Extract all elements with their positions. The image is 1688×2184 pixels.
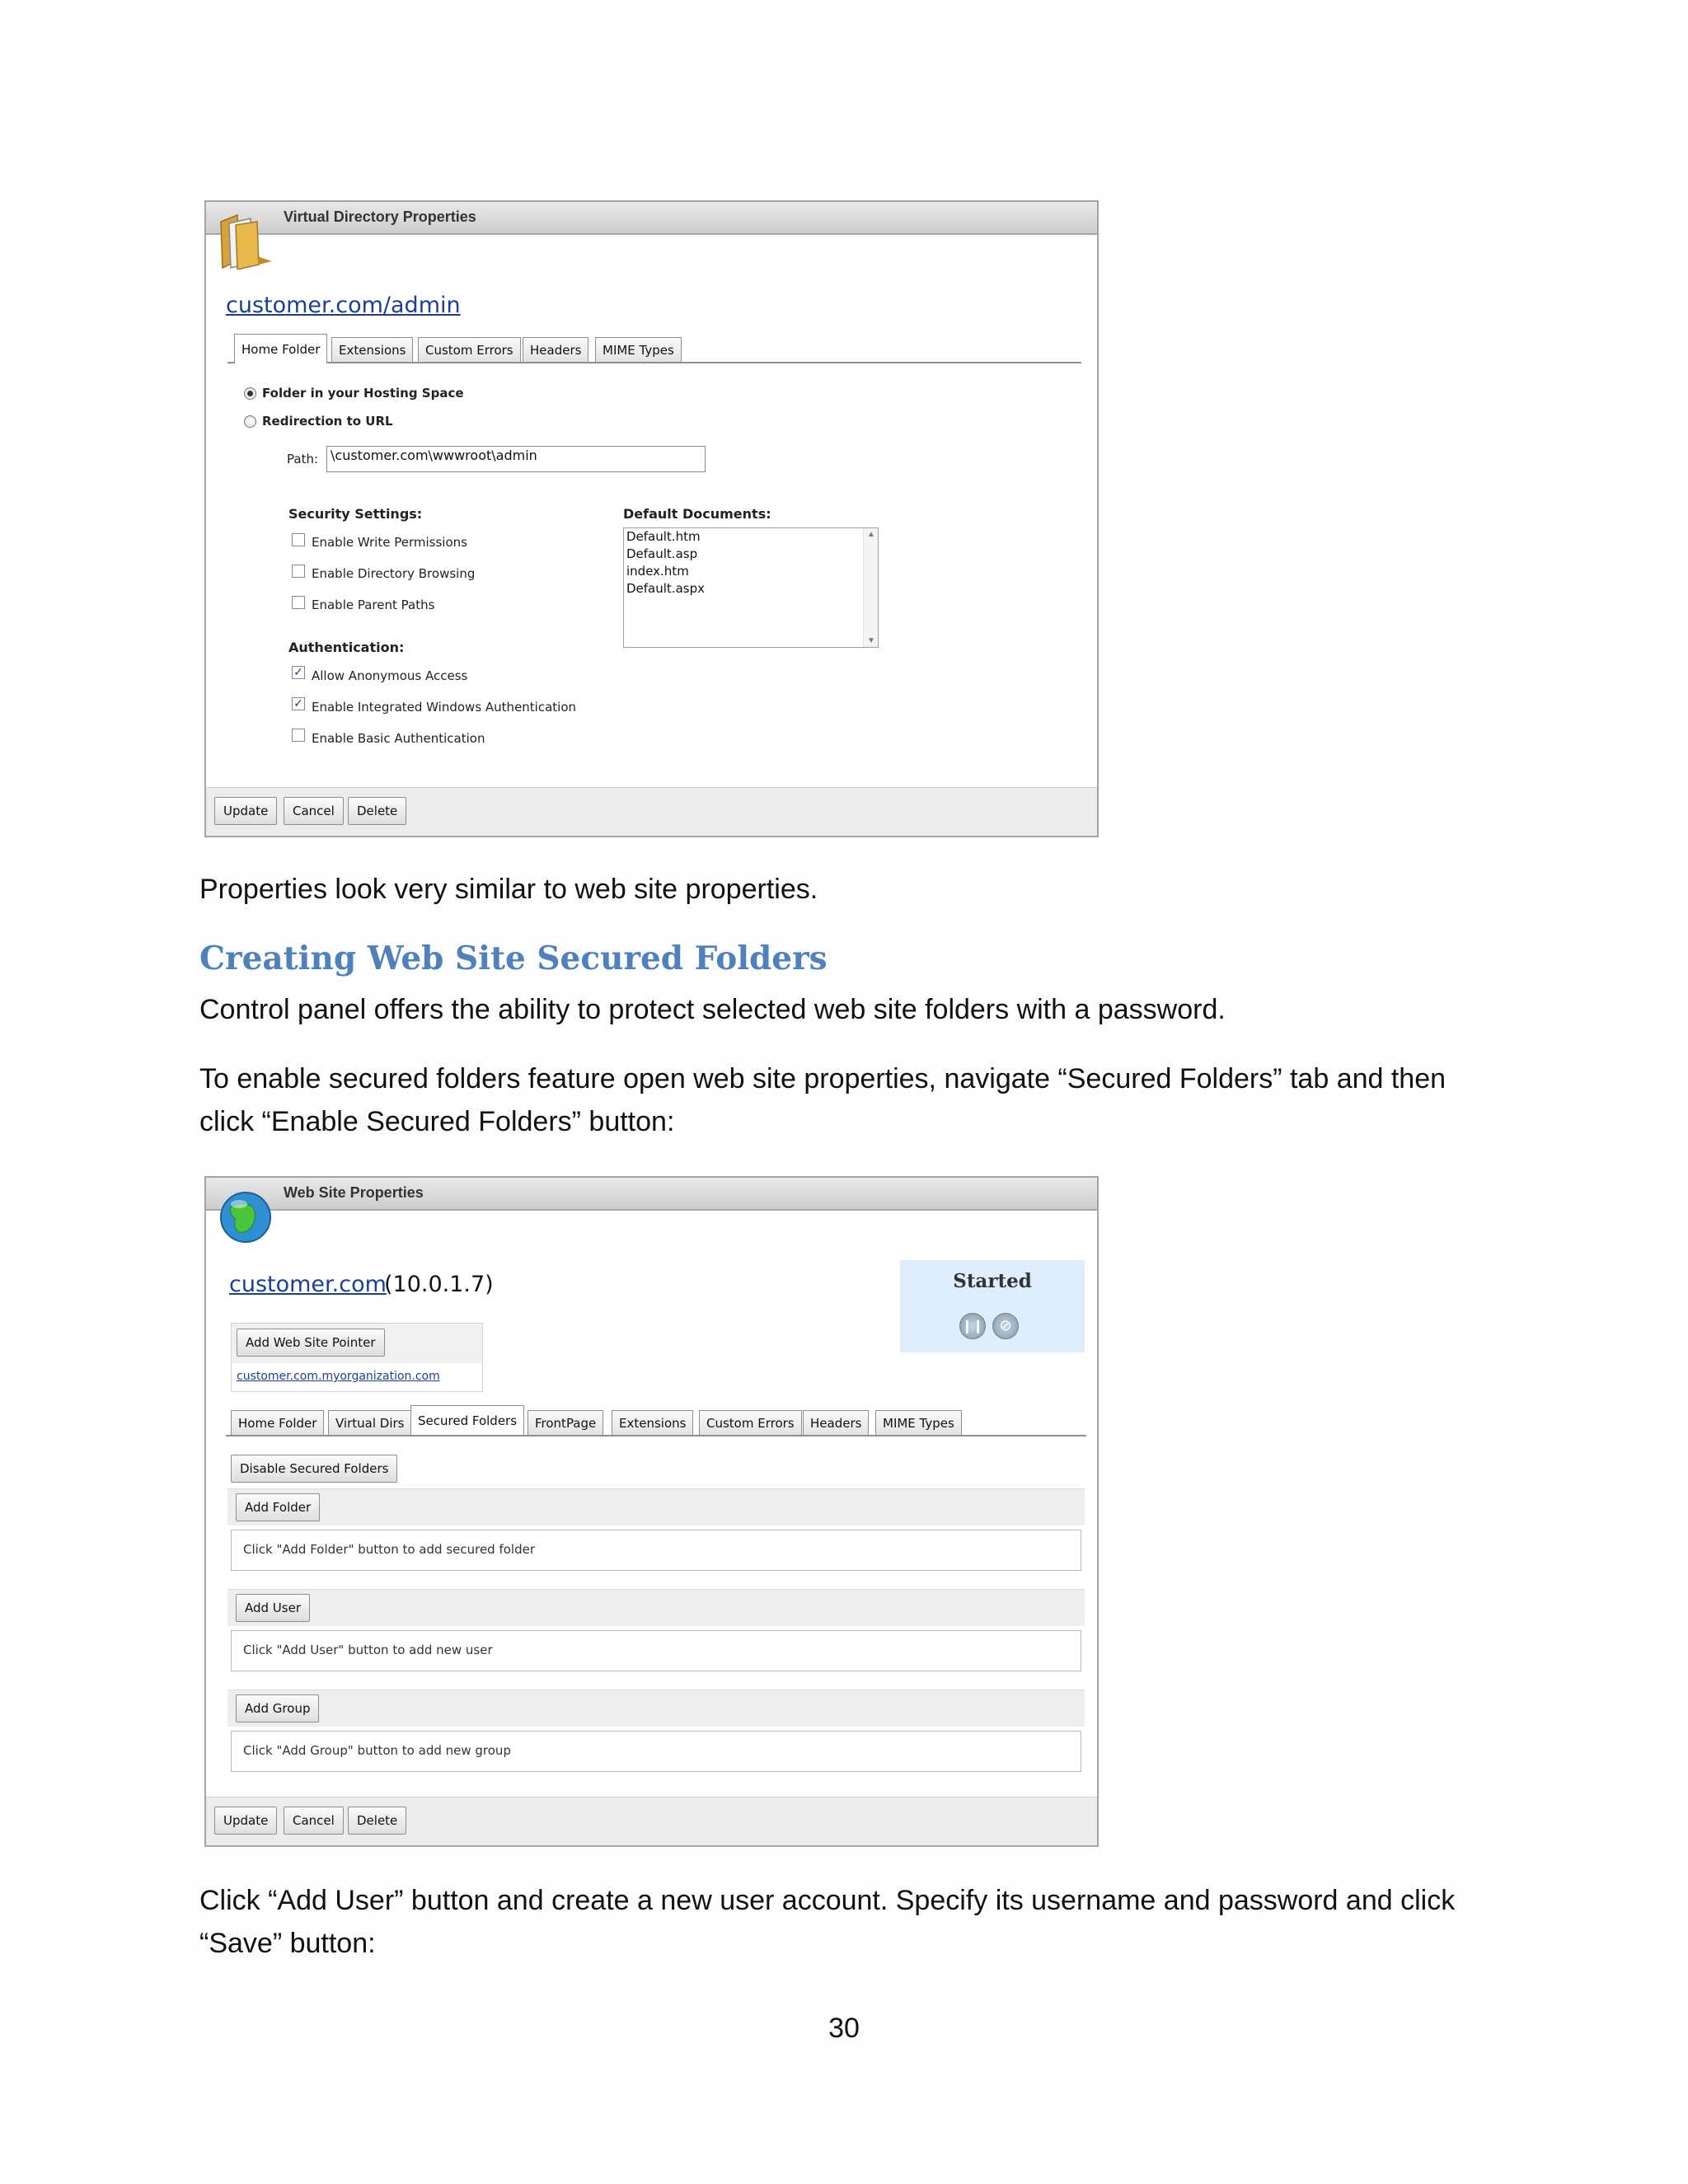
tab-custom-errors[interactable]: Custom Errors [418,337,521,362]
directory-browsing-label: Enable Directory Browsing [312,566,476,581]
tab-extensions[interactable]: Extensions [612,1410,693,1435]
add-user-button[interactable]: Add User [236,1594,310,1622]
pointer-row [232,1363,482,1391]
panel-header [206,1178,1097,1211]
folder-radio-label: Folder in your Hosting Space [262,386,464,401]
write-permissions-label: Enable Write Permissions [312,535,467,550]
stop-icon[interactable]: ⊘ [992,1313,1019,1339]
panel-header [206,202,1097,235]
groups-list-box [231,1731,1081,1772]
website-ip: (10.0.1.7) [384,1272,494,1297]
paragraph-add-user-line1: Click “Add User” button and create a new user account. Specify its username and password and click [199,1885,1456,1916]
directory-browsing-checkbox[interactable] [292,565,305,578]
anonymous-access-label: Allow Anonymous Access [312,668,468,683]
basic-auth-label: Enable Basic Authentication [312,731,485,746]
add-folder-hint: Click "Add Folder" button to add secured folder [243,1542,536,1557]
default-documents-heading: Default Documents: [623,506,771,522]
list-scrollbar[interactable] [863,528,878,647]
parent-paths-label: Enable Parent Paths [312,598,435,612]
windows-auth-label: Enable Integrated Windows Authentication [312,700,577,715]
scroll-down-icon[interactable]: ▼ [867,636,875,645]
tab-headers[interactable]: Headers [803,1410,869,1435]
tab-secured-folders[interactable]: Secured Folders [410,1405,524,1435]
panel-footer [206,787,1097,836]
add-group-button[interactable]: Add Group [236,1694,319,1722]
list-item[interactable]: Default.asp [626,546,698,561]
list-item[interactable]: Default.htm [626,529,701,544]
tab-mime-types[interactable]: MIME Types [875,1410,962,1435]
path-label: Path: [287,452,319,466]
status-text: Started [953,1270,1032,1292]
tab-home-folder[interactable]: Home Folder [234,334,327,363]
delete-button[interactable]: Delete [348,1807,406,1835]
users-section-bar [227,1589,1085,1626]
folder-icon [218,210,275,269]
add-web-site-pointer-button[interactable]: Add Web Site Pointer [237,1329,385,1357]
pointers-box [231,1323,483,1392]
path-input[interactable]: \customer.com\wwwroot\admin [326,446,706,472]
pointer-link[interactable]: customer.com.myorganization.com [237,1370,440,1383]
panel-title: Virtual Directory Properties [284,209,476,225]
folders-section-bar [227,1488,1085,1526]
tab-custom-errors[interactable]: Custom Errors [699,1410,802,1435]
add-user-hint: Click "Add User" button to add new user [243,1643,493,1657]
tab-extensions[interactable]: Extensions [331,337,413,362]
panel-footer [206,1797,1097,1845]
folder-radio[interactable] [244,387,256,400]
disable-secured-folders-button[interactable]: Disable Secured Folders [231,1455,397,1483]
web-site-properties-panel [204,1176,1099,1847]
status-box [900,1260,1085,1352]
redirect-radio-label: Redirection to URL [262,414,393,429]
windows-auth-checkbox[interactable]: ✓ [292,697,305,710]
add-folder-button[interactable]: Add Folder [236,1493,320,1521]
folders-list-box [231,1530,1081,1571]
tab-virtual-dirs[interactable]: Virtual Dirs [328,1410,411,1435]
paragraph-enable-line1: To enable secured folders feature open web site properties, navigate “Secured Folders” tab and then [199,1063,1447,1094]
panel-title: Web Site Properties [284,1184,424,1201]
paragraph-control-panel: Control panel offers the ability to protect selected web site folders with a password. [199,994,1226,1025]
tab-mime-types[interactable]: MIME Types [595,337,682,362]
paragraph-properties: Properties look very similar to web site properties. [199,874,818,905]
users-list-box [231,1630,1081,1671]
tab-headers[interactable]: Headers [523,337,588,362]
tab-frontpage[interactable]: FrontPage [528,1410,603,1435]
update-button[interactable]: Update [214,1807,277,1835]
globe-icon [218,1186,277,1245]
write-permissions-checkbox[interactable] [292,533,305,546]
page-number: 30 [828,2013,860,2044]
website-link[interactable]: customer.com [229,1272,387,1297]
tab-home-folder[interactable]: Home Folder [231,1410,324,1435]
list-item[interactable]: index.htm [626,564,689,579]
paragraph-add-user-line2: “Save” button: [199,1928,376,1959]
paragraph-enable-line2: click “Enable Secured Folders” button: [199,1106,675,1137]
update-button[interactable]: Update [214,797,277,825]
authentication-heading: Authentication: [288,640,405,655]
list-item[interactable]: Default.aspx [626,581,705,596]
anonymous-access-checkbox[interactable]: ✓ [292,666,305,679]
security-settings-heading: Security Settings: [288,506,423,522]
delete-button[interactable]: Delete [348,797,406,825]
scroll-up-icon[interactable]: ▲ [867,530,875,539]
section-heading: Creating Web Site Secured Folders [199,940,828,977]
cancel-button[interactable]: Cancel [284,797,344,825]
pause-icon[interactable]: ❙❙ [959,1313,986,1339]
default-documents-list[interactable] [623,527,879,648]
add-group-hint: Click "Add Group" button to add new group [243,1743,511,1758]
parent-paths-checkbox[interactable] [292,596,305,609]
groups-section-bar [227,1690,1085,1727]
cancel-button[interactable]: Cancel [284,1807,344,1835]
basic-auth-checkbox[interactable] [292,729,305,742]
virtual-directory-panel [204,200,1099,837]
directory-link[interactable]: customer.com/admin [226,293,461,318]
redirect-radio[interactable] [244,415,256,428]
